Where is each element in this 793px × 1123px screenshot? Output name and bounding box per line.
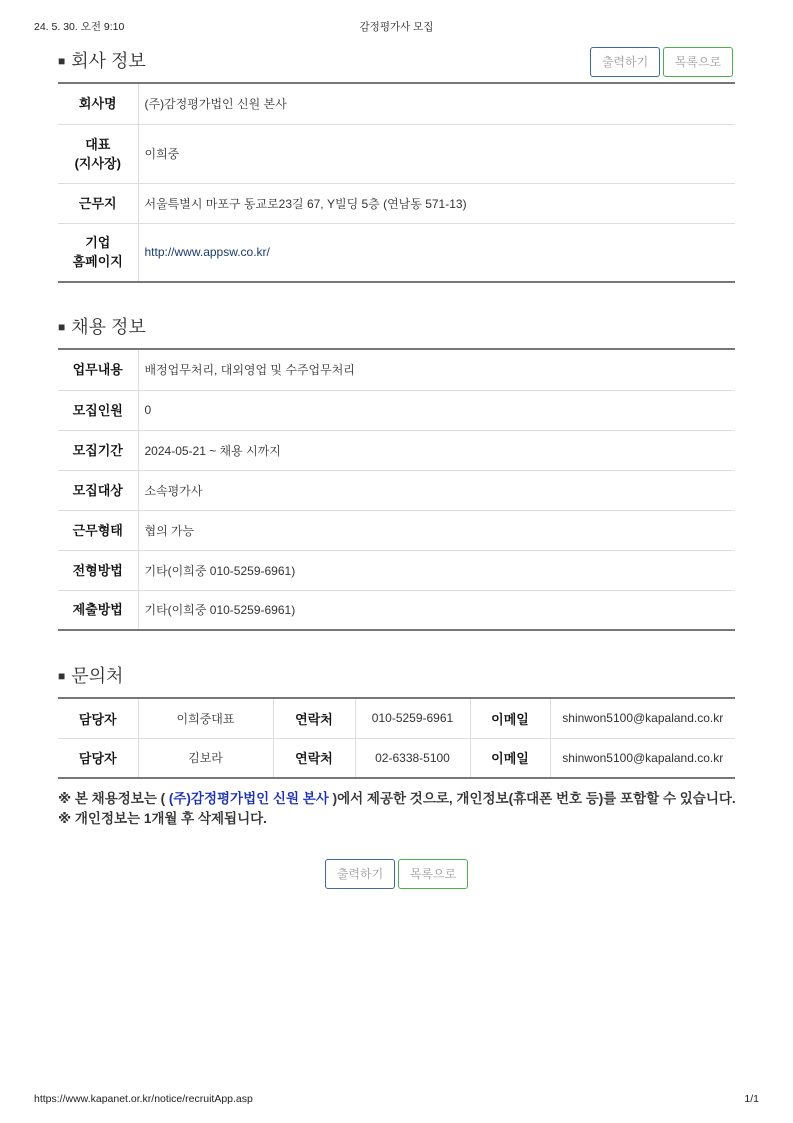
contact-person-label: 담당자 <box>58 738 138 778</box>
recruit-row <box>58 430 735 470</box>
company-row-ceo <box>58 124 735 183</box>
company-info-table <box>58 82 735 283</box>
notice-line-1: ※ 본 채용정보는 ( (주)감정평가법인 신원 본사 )에서 제공한 것으로, 개인정보(휴대폰 번호 등)를 포함할 수 있습니다. <box>58 791 736 806</box>
recruit-row <box>58 349 735 390</box>
recruit-row <box>58 390 735 430</box>
recruit-row <box>58 590 735 630</box>
contact-person-value: 김보라 <box>138 738 273 778</box>
print-page-number: 1/1 <box>744 1093 759 1105</box>
contact-person-value: 이희중대표 <box>138 698 273 738</box>
contact-email-label: 이메일 <box>470 698 550 738</box>
company-row-name <box>58 83 735 124</box>
recruit-label: 모집인원 <box>58 390 138 430</box>
contact-section-title <box>58 662 123 688</box>
recruit-value: 기타(이희중 010-5259-6961) <box>144 603 296 618</box>
ceo-value: 이희중 <box>138 124 735 183</box>
homepage-label: 기업 홈페이지 <box>58 223 138 282</box>
recruit-row <box>58 470 735 510</box>
location-label: 근무지 <box>58 183 138 223</box>
contact-phone-value: 02-6338-5100 <box>355 738 470 778</box>
homepage-link[interactable]: http://www.appsw.co.kr/ <box>144 245 270 260</box>
ceo-label: 대표 (지사장) <box>58 124 138 183</box>
contact-section-title-text: 문의처 <box>71 666 124 686</box>
location-value: 서울특별시 마포구 동교로23길 67, Y빌딩 5층 (연남동 571-13) <box>138 183 735 223</box>
recruit-section-title <box>58 313 146 339</box>
company-name-value: (주)감정평가법인 신원 본사 <box>138 83 735 124</box>
recruit-section-title-text: 채용 정보 <box>71 317 146 337</box>
notice-line-2: ※ 개인정보는 1개월 후 삭제됩니다. <box>58 811 267 826</box>
homepage-cell <box>138 223 735 282</box>
square-bullet-icon: ■ <box>58 669 66 683</box>
contact-email-label: 이메일 <box>470 738 550 778</box>
contact-phone-value: 010-5259-6961 <box>355 698 470 738</box>
recruit-value: 2024-05-21 ~ 채용 시까지 <box>138 430 735 470</box>
contact-row <box>58 738 735 778</box>
company-section-title-text: 회사 정보 <box>71 51 146 71</box>
square-bullet-icon: ■ <box>58 320 66 334</box>
print-date: 24. 5. 30. 오전 9:10 <box>34 21 125 33</box>
recruit-info-table <box>58 348 735 631</box>
company-row-homepage <box>58 223 735 282</box>
contact-phone-label: 연락처 <box>273 738 355 778</box>
recruit-label: 업무내용 <box>58 349 138 390</box>
print-title: 감정평가사 모집 <box>359 21 434 33</box>
recruit-label: 전형방법 <box>58 550 138 590</box>
print-url: https://www.kapanet.or.kr/notice/recruitApp.asp <box>34 1093 253 1105</box>
recruit-label: 근무형태 <box>58 510 138 550</box>
square-bullet-icon: ■ <box>58 54 66 68</box>
recruit-label: 제출방법 <box>58 590 138 630</box>
contact-table <box>58 697 735 779</box>
print-header <box>34 19 759 33</box>
privacy-notice <box>58 789 743 829</box>
recruit-label: 모집대상 <box>58 470 138 510</box>
company-name-label: 회사명 <box>58 83 138 124</box>
recruit-row <box>58 510 735 550</box>
recruit-value: 협의 가능 <box>138 510 735 550</box>
company-row-location <box>58 183 735 223</box>
contact-email-value: shinwon5100@kapaland.co.kr <box>550 698 735 738</box>
company-section-title <box>58 47 146 73</box>
contact-row <box>58 698 735 738</box>
recruit-label: 모집기간 <box>58 430 138 470</box>
recruit-value: 배정업무처리, 대외영업 및 수주업무처리 <box>138 349 735 390</box>
contact-email-value: shinwon5100@kapaland.co.kr <box>562 750 724 765</box>
print-button-top[interactable]: 출력하기 <box>590 47 660 77</box>
recruit-value: 소속평가사 <box>138 470 735 510</box>
contact-person-label: 담당자 <box>58 698 138 738</box>
list-button-top[interactable]: 목록으로 <box>663 47 733 77</box>
recruit-value: 기타(이희중 010-5259-6961) <box>138 550 735 590</box>
print-button-bottom[interactable]: 출력하기 <box>325 859 395 889</box>
contact-phone-label: 연락처 <box>273 698 355 738</box>
print-footer <box>34 1093 759 1107</box>
recruit-row <box>58 550 735 590</box>
recruit-value: 0 <box>138 390 735 430</box>
notice-company-name: (주)감정평가법인 신원 본사 <box>168 791 329 806</box>
list-button-bottom[interactable]: 목록으로 <box>398 859 468 889</box>
